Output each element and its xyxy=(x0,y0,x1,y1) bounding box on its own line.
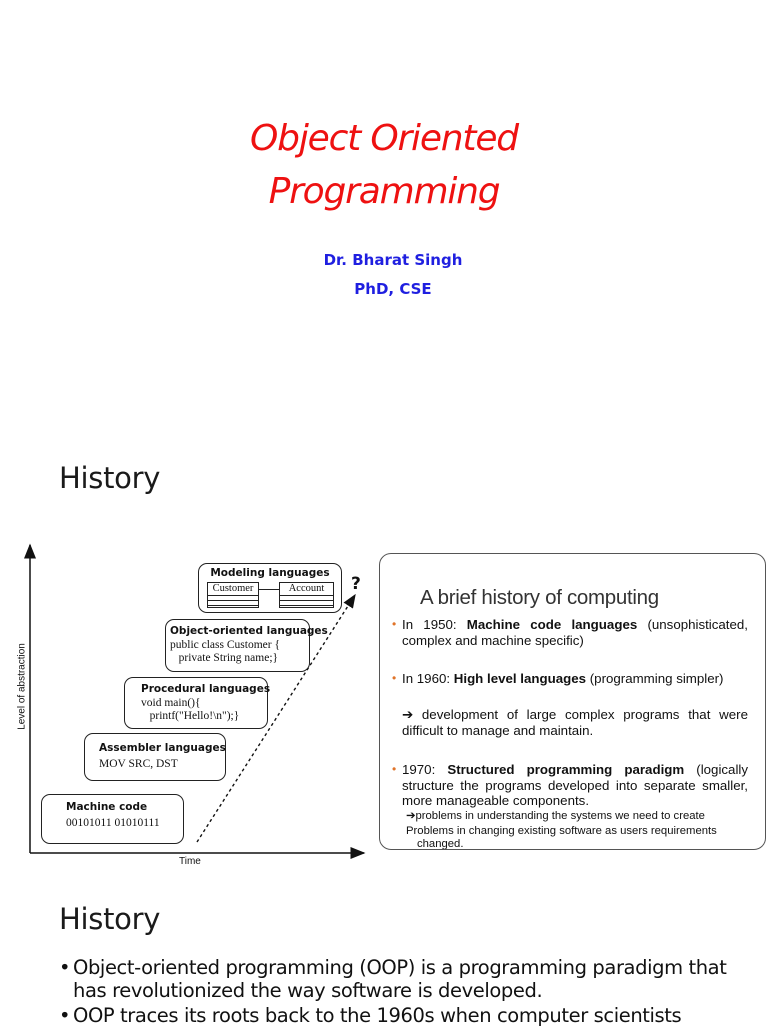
assembler-title: Assembler languages xyxy=(99,742,226,754)
oo-sample: public class Customer { private String name;} xyxy=(170,639,280,664)
modeling-languages-box xyxy=(198,563,342,613)
item-1950-bold: Machine code languages xyxy=(466,617,638,632)
slide-title xyxy=(0,112,768,218)
history-item-1970 xyxy=(392,762,748,809)
procedural-languages-box xyxy=(124,677,271,729)
item-1950-rest: (unsophisticated, complex and machine specific) xyxy=(402,617,748,648)
author-name: Dr. Bharat Singh xyxy=(323,251,463,269)
item-1960-bold: High level languages xyxy=(453,671,587,686)
history-heading: History xyxy=(59,461,161,495)
question-mark: ? xyxy=(351,574,361,594)
item-1960-rest: (programming simpler) xyxy=(586,671,724,686)
body-bullet-1 xyxy=(59,956,749,1002)
assembler-sample: MOV SRC, DST xyxy=(99,758,178,770)
brief-history-panel xyxy=(379,553,766,850)
note-changed: changed. xyxy=(417,838,464,850)
title-line-1: Object Oriented xyxy=(250,118,518,159)
item-1970-prefix: 1970: xyxy=(402,762,448,777)
bullet-dot-icon: • xyxy=(392,617,397,631)
bullet-dot-icon: • xyxy=(392,671,397,685)
uml-class-account xyxy=(279,582,334,608)
author-degree: PhD, CSE xyxy=(354,280,432,298)
history-item-1950 xyxy=(392,617,748,648)
procedural-sample: void main(){ printf("Hello!\n");} xyxy=(141,697,240,722)
history-item-1960 xyxy=(392,671,748,687)
note-problems-understanding: ➔problems in understanding the systems we need to create xyxy=(406,810,705,822)
machine-code-sample: 00101011 01010111 xyxy=(66,817,160,829)
machine-code-box xyxy=(41,794,184,844)
uml-class-customer xyxy=(207,582,259,608)
modeling-title: Modeling languages xyxy=(210,567,330,579)
x-axis-label: Time xyxy=(179,856,201,867)
machine-code-title: Machine code xyxy=(66,801,148,813)
uml-class-account-name: Account xyxy=(280,583,333,596)
oo-title: Object-oriented languages xyxy=(170,625,328,637)
procedural-title: Procedural languages xyxy=(141,683,271,695)
object-oriented-languages-box xyxy=(165,619,328,672)
bullet-dot-icon: • xyxy=(392,762,397,776)
title-line-2: Programming xyxy=(268,171,500,212)
history-item-1960-sub: ➔ development of large complex programs that were difficult to manage and maintain. xyxy=(402,707,748,738)
history-heading-2: History xyxy=(59,902,161,936)
y-axis-label: Level of abstraction xyxy=(16,643,28,730)
item-1970-bold: Structured programming paradigm xyxy=(447,762,685,777)
item-1950-prefix: In 1950: xyxy=(402,617,467,632)
item-1960-prefix: In 1960: xyxy=(402,671,454,686)
bullet-2-text: OOP traces its roots back to the 1960s when computer scientists xyxy=(73,1004,682,1027)
uml-class-customer-name: Customer xyxy=(208,583,258,596)
bullet-symbol: • xyxy=(59,956,71,979)
uml-association-line xyxy=(259,589,279,590)
item-1970-rest: (logically structure the programs developed into separate smaller, more manageable components. xyxy=(402,762,748,808)
note-problems-changing: Problems in changing existing software as users requirements xyxy=(406,825,717,837)
panel-title: A brief history of computing xyxy=(420,586,659,609)
bullet-1-text: Object-oriented programming (OOP) is a programming paradigm that has revolutionized the way software is developed. xyxy=(73,956,727,1002)
bullet-symbol: • xyxy=(59,1004,71,1027)
assembler-languages-box xyxy=(84,733,226,781)
